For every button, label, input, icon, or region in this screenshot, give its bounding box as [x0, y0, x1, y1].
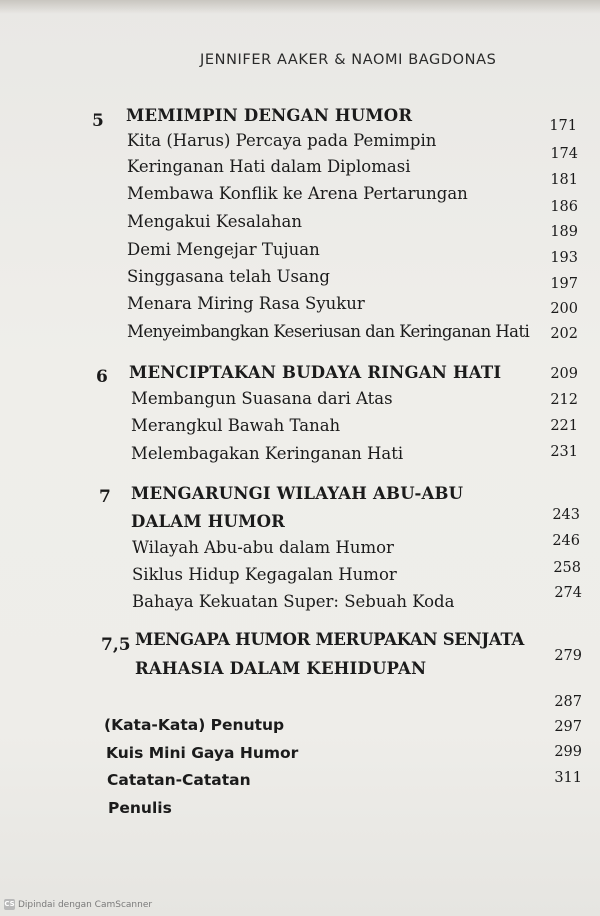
section-page: 193	[550, 250, 578, 266]
back-matter-page: 287	[554, 694, 582, 710]
section-page: 181	[550, 172, 578, 188]
chapter-title: MEMIMPIN DENGAN HUMOR	[126, 106, 413, 125]
back-matter-title: Kuis Mini Gaya Humor	[106, 744, 299, 762]
chapter-page: 279	[554, 648, 582, 664]
back-matter-title: Penulis	[108, 799, 172, 817]
section-page: 274	[554, 585, 582, 601]
chapter-number: 5	[92, 111, 104, 131]
back-matter-page: 299	[554, 744, 582, 760]
section-title: Demi Mengejar Tujuan	[127, 240, 320, 259]
section-page: 197	[550, 276, 578, 292]
back-matter-page: 311	[554, 770, 582, 786]
section-title: Wilayah Abu-abu dalam Humor	[132, 538, 394, 557]
section-title: Kita (Harus) Percaya pada Pemimpin	[127, 131, 437, 150]
section-page: 189	[550, 224, 578, 240]
section-title: Menyeimbangkan Keseriusan dan Keringanan Hati	[127, 322, 530, 341]
back-matter-title: (Kata-Kata) Penutup	[104, 716, 285, 734]
chapter-title-line: DALAM HUMOR	[131, 512, 286, 531]
section-page: 258	[553, 560, 581, 576]
back-matter-page: 297	[554, 719, 582, 735]
chapter-number: 6	[96, 367, 108, 387]
section-page: 202	[550, 326, 578, 342]
section-page: 221	[550, 418, 578, 434]
section-title: Merangkul Bawah Tanah	[131, 416, 341, 435]
chapter-title: MENCIPTAKAN BUDAYA RINGAN HATI	[129, 363, 502, 382]
section-title: Singgasana telah Usang	[127, 267, 330, 286]
scanner-watermark	[4, 899, 152, 910]
chapter-page: 171	[549, 118, 577, 134]
section-page: 231	[550, 444, 578, 460]
chapter-number: 7	[99, 487, 111, 507]
section-title: Mengakui Kesalahan	[127, 212, 302, 231]
section-page: 246	[552, 533, 580, 549]
scanner-text: Dipindai dengan CamScanner	[18, 899, 153, 910]
section-title: Bahaya Kekuatan Super: Sebuah Koda	[132, 592, 455, 611]
section-page: 174	[550, 146, 578, 162]
section-title: Menara Miring Rasa Syukur	[127, 294, 365, 313]
section-title: Membangun Suasana dari Atas	[131, 389, 393, 408]
section-page: 200	[550, 301, 578, 317]
section-title: Membawa Konflik ke Arena Pertarungan	[127, 184, 468, 203]
chapter-title-line: MENGAPA HUMOR MERUPAKAN SENJATA	[135, 630, 525, 649]
chapter-title-line: MENGARUNGI WILAYAH ABU-ABU	[131, 484, 464, 503]
page-top-shadow	[0, 0, 600, 14]
chapter-title-line: RAHASIA DALAM KEHIDUPAN	[135, 659, 427, 678]
back-matter-title: Catatan-Catatan	[107, 771, 251, 789]
section-page: 212	[550, 392, 578, 408]
chapter-page: 209	[550, 366, 578, 382]
running-header: JENNIFER AAKER & NAOMI BAGDONAS	[200, 52, 497, 68]
section-page: 186	[550, 199, 578, 215]
section-title: Siklus Hidup Kegagalan Humor	[132, 565, 397, 584]
section-title: Melembagakan Keringanan Hati	[131, 444, 404, 463]
chapter-number: 7,5	[101, 635, 131, 655]
section-title: Keringanan Hati dalam Diplomasi	[127, 157, 411, 176]
chapter-page: 243	[552, 507, 580, 523]
camscanner-logo: CS	[4, 900, 15, 908]
